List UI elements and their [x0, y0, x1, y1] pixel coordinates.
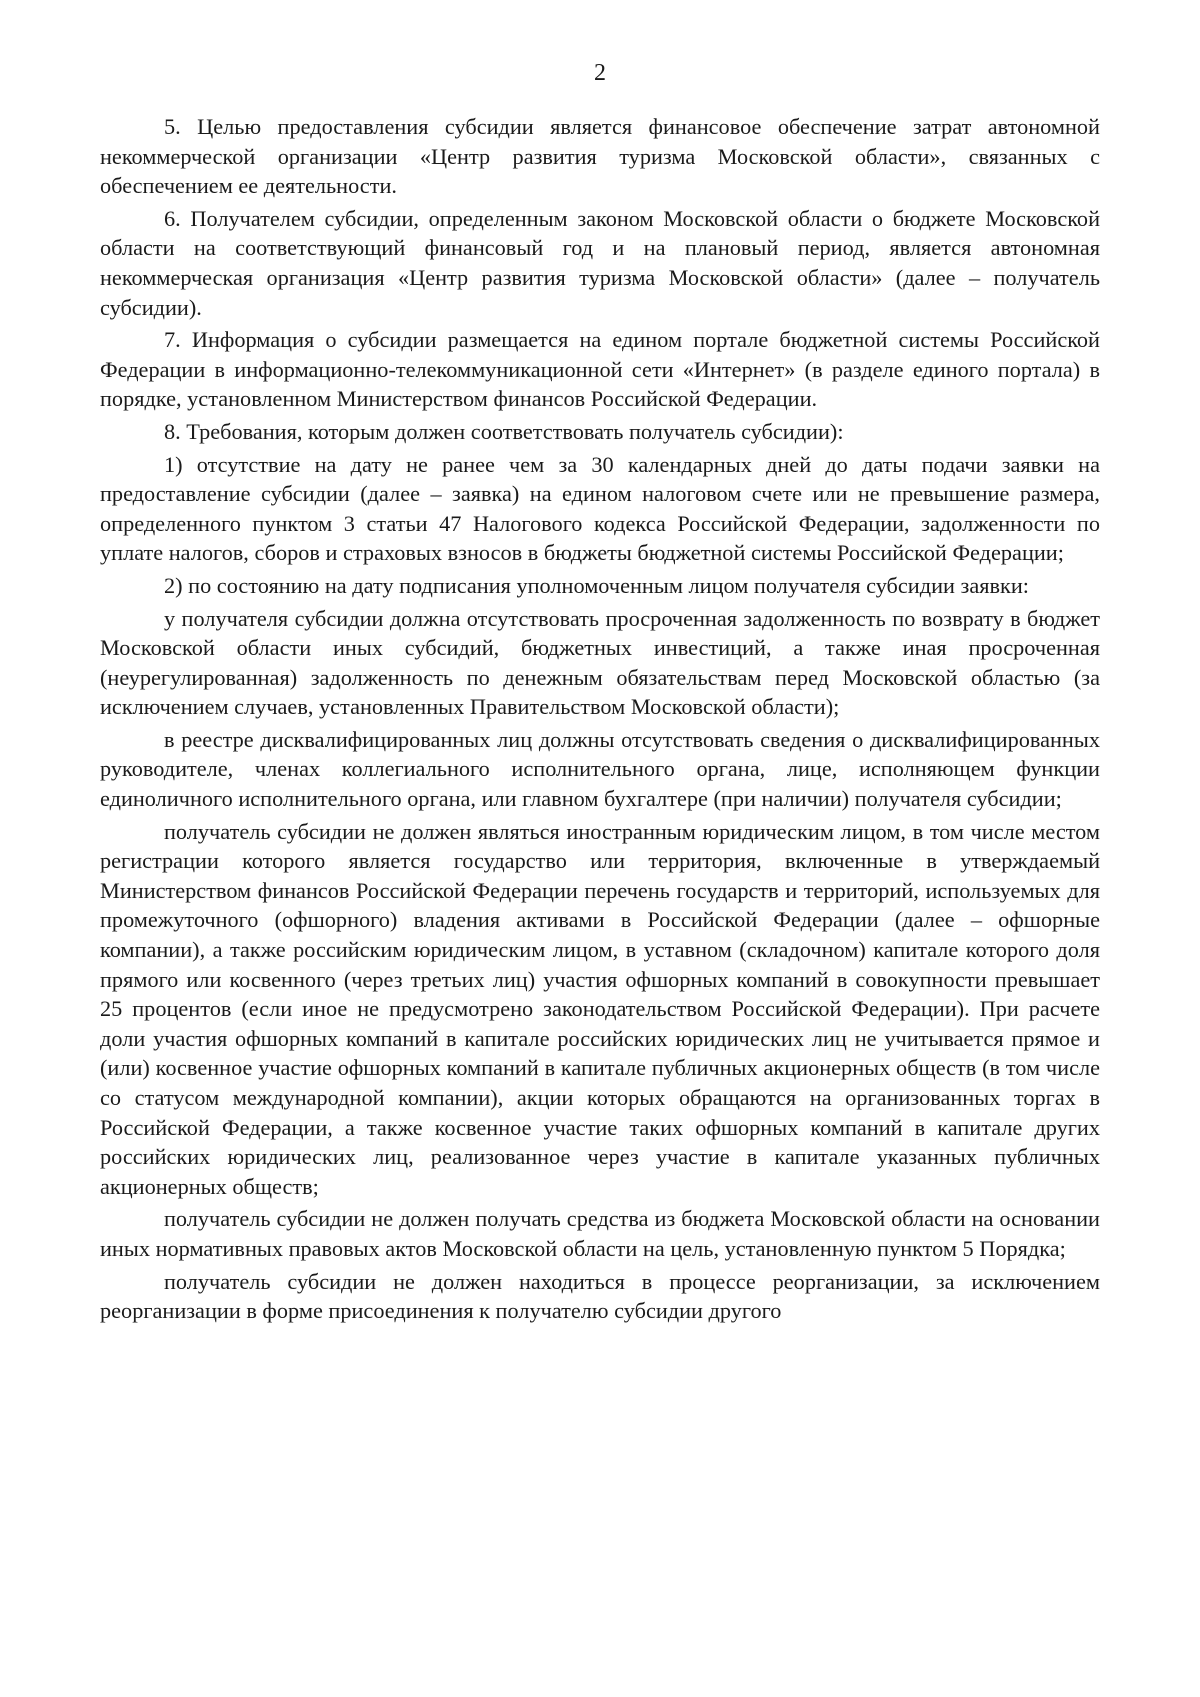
paragraph-offshore-companies: получатель субсидии не должен являться иностранным юридическим лицом, в том числе местом регистрации которого является государство или территория, включенные в утверждаемый Министерством финансов Российской Федерации перечень государств и территорий, используемых для промежуточного (офшорного) владения активами в Российской Федерации (далее – офшорные компании), а также российским юридическим лицом, в уставном (складочном) капитале которого доля прямого или косвенного (через третьих лиц) участия офшорных компаний в совокупности превышает 25 процентов (если иное не предусмотрено законодательством Российской Федерации). При расчете доли участия офшорных компаний в капитале российских юридических лиц не учитывается прямое и (или) косвенное участие офшорных компаний в капитале публичных акционерных обществ (в том числе со статусом международной компании), акции которых обращаются на организованных торгах в Российской Федерации, а также косвенное участие таких офшорных компаний в капитале других российских юридических лиц, реализованное через участие в капитале указанных публичных акционерных обществ; [100, 818, 1100, 1199]
paragraph-no-overdue-debt: у получателя субсидии должна отсутствовать просроченная задолженность по возврату в бюджет Московской области иных субсидий, бюджетных инвестиций, а также иная просроченная (неурегулированная) задолженность по денежным обязательствам перед Московской областью (за исключением случаев, установленных Правительством Московской области); [100, 605, 1100, 720]
paragraph-no-other-funds: получатель субсидии не должен получать средства из бюджета Московской области на основании иных нормативных правовых актов Московской области на цель, установленную пунктом 5 Порядка; [100, 1206, 1100, 1261]
paragraph-subsidy-information: 7. Информация о субсидии размещается на едином портале бюджетной системы Российской Федерации в информационно-телекоммуникационной сети «Интернет» (в разделе единого портала) в порядке, установленном Министерством финансов Российской Федерации. [100, 327, 1100, 412]
paragraph-disqualified-persons: в реестре дисквалифицированных лиц должны отсутствовать сведения о дисквалифицированных руководителе, членах коллегиального исполнительного органа, лице, исполняющем функции единоличного исполнительного органа, или главном бухгалтере (при наличии) получателя субсидии; [100, 726, 1100, 812]
paragraph-recipient-requirements: 8. Требования, которым должен соответствовать получатель субсидии): [164, 418, 844, 444]
document-body [100, 112, 1100, 1329]
paragraph-requirement-2: 2) по состоянию на дату подписания уполномоченным лицом получателя субсидии заявки: [164, 572, 1029, 598]
paragraph-subsidy-purpose: 5. Целью предоставления субсидии является финансовое обеспечение затрат автономной некоммерческой организации «Центр развития туризма Московской области», связанных с обеспечением ее деятельности. [100, 114, 1100, 199]
paragraph-requirement-1: 1) отсутствие на дату не ранее чем за 30 календарных дней до даты подачи заявки на предоставление субсидии (далее – заявка) на едином налоговом счете или не превышение размера, определенного пунктом 3 статьи 47 Налогового кодекса Российской Федерации, задолженности по уплате налогов, сборов и страховых взносов в бюджеты бюджетной системы Российской Федерации; [100, 451, 1100, 566]
paragraph-subsidy-recipient: 6. Получателем субсидии, определенным законом Московской области о бюджете Московской области на соответствующий финансовый год и на плановый период, является автономная некоммерческая организация «Центр развития туризма Московской области» (далее – получатель субсидии). [100, 205, 1100, 320]
page-number: 2 [594, 60, 606, 86]
paragraph-no-reorganization: получатель субсидии не должен находиться в процессе реорганизации, за исключением реорганизации в форме присоединения к получателю субсидии другого [100, 1268, 1100, 1324]
